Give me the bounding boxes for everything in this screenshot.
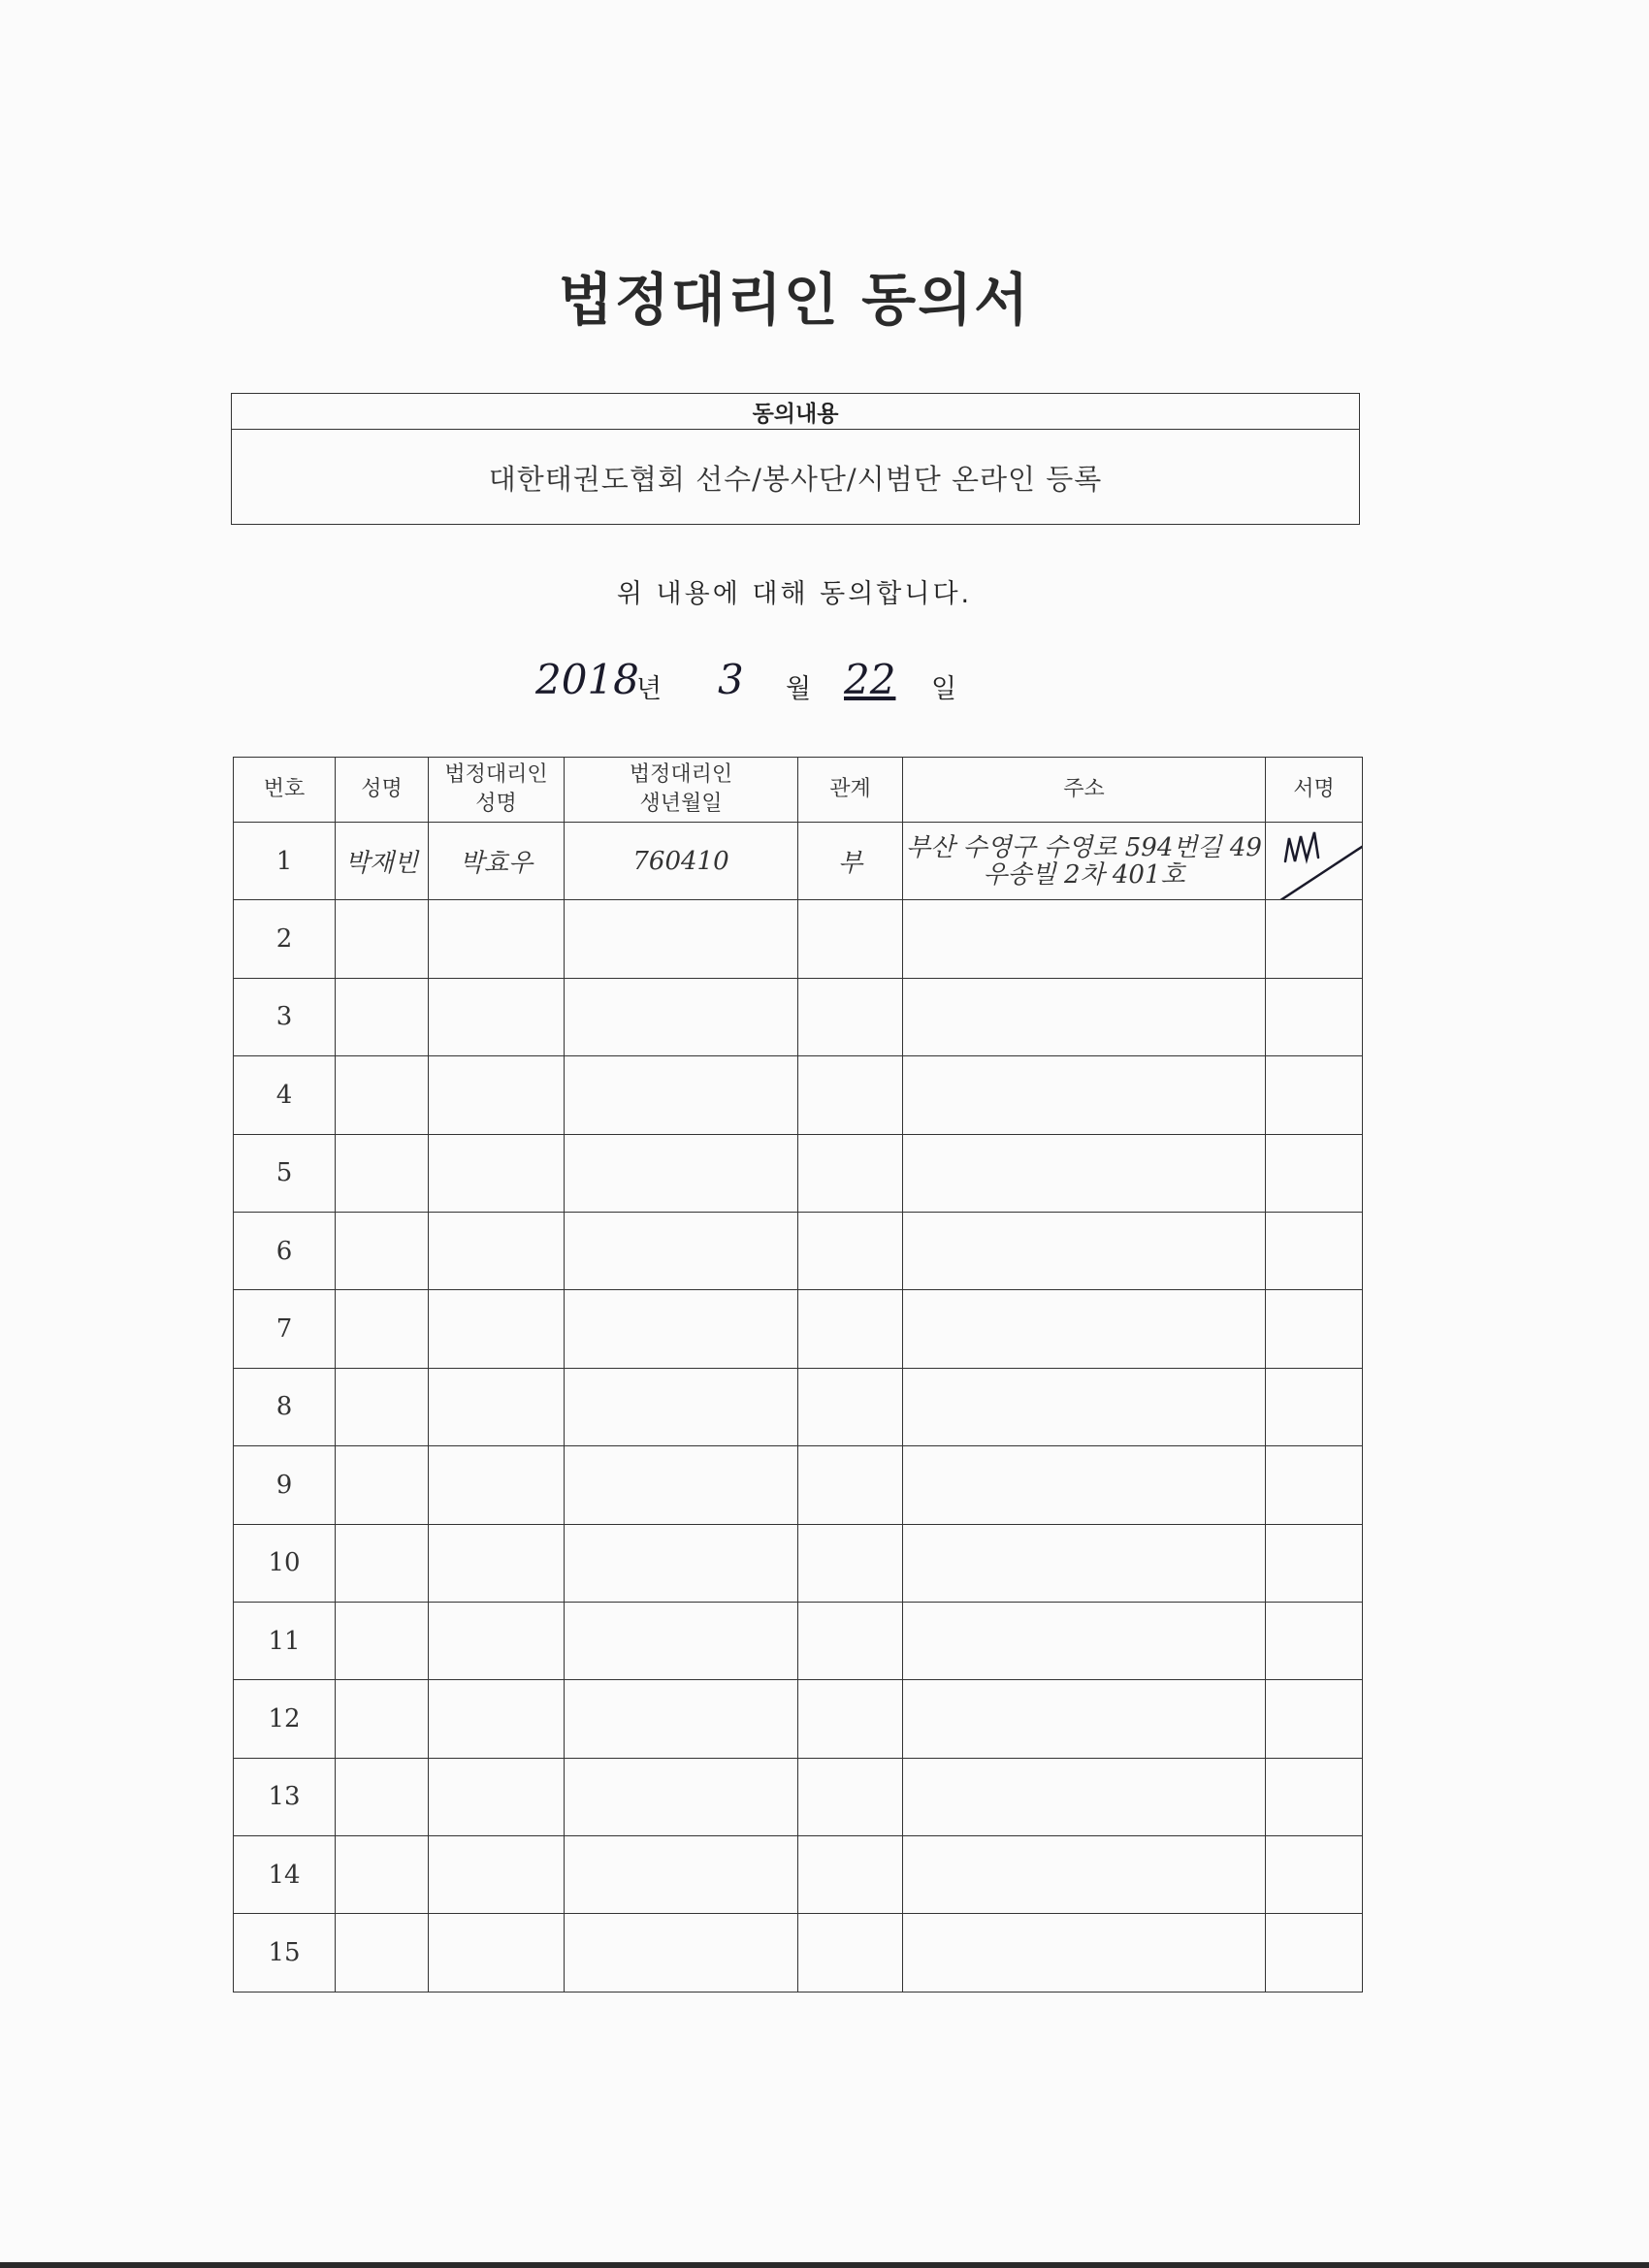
row-number: 3 — [234, 978, 336, 1055]
address-cell[interactable] — [903, 1134, 1266, 1212]
date-day[interactable]: 22 — [844, 656, 896, 703]
address-cell[interactable] — [903, 1914, 1266, 1992]
name-cell[interactable] — [336, 1134, 429, 1212]
consent-header: 동의내용 — [232, 394, 1359, 430]
header-address: 주소 — [903, 758, 1266, 823]
guardian-name-cell[interactable] — [429, 978, 565, 1055]
name-cell[interactable] — [336, 1914, 429, 1992]
relation-cell[interactable] — [798, 1290, 903, 1368]
header-relation: 관계 — [798, 758, 903, 823]
name-cell[interactable] — [336, 1446, 429, 1524]
row-number: 15 — [234, 1914, 336, 1992]
relation-cell[interactable] — [798, 1602, 903, 1679]
guardian-birth-cell[interactable] — [565, 1056, 798, 1134]
table-row — [234, 1212, 1363, 1289]
guardian-birth-cell[interactable] — [565, 1290, 798, 1368]
guardian-table — [233, 757, 1363, 1993]
address-cell[interactable] — [903, 1368, 1266, 1445]
name-cell[interactable] — [336, 1056, 429, 1134]
header-name: 성명 — [336, 758, 429, 823]
guardian-birth-cell[interactable] — [565, 1680, 798, 1758]
row-number: 10 — [234, 1524, 336, 1602]
document-title: 법정대리인 동의서 — [558, 267, 1031, 333]
guardian-name-cell[interactable] — [429, 1056, 565, 1134]
guardian-birth-cell[interactable] — [565, 978, 798, 1055]
signature-cell[interactable] — [1266, 900, 1363, 978]
name-cell[interactable] — [336, 1212, 429, 1289]
row-number: 4 — [234, 1056, 336, 1134]
date-year[interactable]: 2018 — [535, 656, 639, 703]
signature-cell[interactable] — [1266, 1446, 1363, 1524]
date-line — [524, 650, 1106, 708]
header-guardian-name — [429, 758, 565, 823]
header-guardian-birth-line2: 생년월일 — [639, 792, 723, 816]
signature-cell[interactable] — [1266, 1914, 1363, 1992]
signature-cell[interactable] — [1266, 1212, 1363, 1289]
guardian-birth-cell[interactable] — [565, 1368, 798, 1445]
relation-cell[interactable] — [798, 900, 903, 978]
relation-cell[interactable] — [798, 978, 903, 1055]
table-row — [234, 823, 1363, 900]
signature-cell[interactable] — [1266, 978, 1363, 1055]
agreement-statement: 위 내용에 대해 동의합니다. — [616, 579, 973, 609]
table-row — [234, 900, 1363, 978]
address-cell[interactable] — [903, 1836, 1266, 1914]
signature-cell[interactable] — [1266, 1056, 1363, 1134]
table-row — [234, 1290, 1363, 1368]
relation-cell[interactable]: 부 — [798, 823, 903, 900]
guardian-name-cell[interactable] — [429, 1368, 565, 1445]
relation-cell[interactable] — [798, 1446, 903, 1524]
header-guardian-name-line1: 법정대리인 — [444, 762, 548, 787]
address-cell[interactable] — [903, 1290, 1266, 1368]
signature-cell[interactable] — [1266, 1134, 1363, 1212]
address-cell[interactable] — [903, 900, 1266, 978]
name-cell[interactable] — [336, 1836, 429, 1914]
row-number: 7 — [234, 1290, 336, 1368]
consent-box — [231, 393, 1360, 525]
name-cell[interactable] — [336, 1602, 429, 1679]
signature-cell[interactable] — [1266, 1602, 1363, 1679]
name-cell[interactable] — [336, 1758, 429, 1835]
relation-cell[interactable] — [798, 1680, 903, 1758]
guardian-name-cell[interactable] — [429, 1524, 565, 1602]
table-row — [234, 1836, 1363, 1914]
signature-cell[interactable] — [1266, 1836, 1363, 1914]
guardian-birth-cell[interactable] — [565, 1134, 798, 1212]
guardian-birth-cell[interactable] — [565, 1836, 798, 1914]
name-cell[interactable] — [336, 1680, 429, 1758]
guardian-name-cell[interactable] — [429, 1836, 565, 1914]
row-number: 9 — [234, 1446, 336, 1524]
header-guardian-name-line2: 성명 — [475, 792, 517, 816]
address-cell[interactable] — [903, 1056, 1266, 1134]
row-number: 6 — [234, 1212, 336, 1289]
guardian-name-cell[interactable] — [429, 1680, 565, 1758]
relation-cell[interactable] — [798, 1056, 903, 1134]
guardian-name-cell[interactable] — [429, 900, 565, 978]
guardian-birth-cell[interactable] — [565, 1602, 798, 1679]
address-cell[interactable] — [903, 1758, 1266, 1835]
name-cell[interactable] — [336, 900, 429, 978]
guardian-name-cell[interactable] — [429, 1914, 565, 1992]
address-cell[interactable] — [903, 1212, 1266, 1289]
date-day-unit: 일 — [931, 674, 957, 704]
address-cell[interactable] — [903, 1524, 1266, 1602]
table-row — [234, 1758, 1363, 1835]
table-row — [234, 1602, 1363, 1679]
row-number: 2 — [234, 900, 336, 978]
guardian-birth-cell[interactable]: 760410 — [565, 823, 798, 900]
header-signature: 서명 — [1266, 758, 1363, 823]
relation-cell[interactable] — [798, 1212, 903, 1289]
signature-cell[interactable] — [1266, 1524, 1363, 1602]
table-row — [234, 1446, 1363, 1524]
relation-cell[interactable] — [798, 1368, 903, 1445]
guardian-birth-cell[interactable] — [565, 900, 798, 978]
signature-cell[interactable] — [1266, 1368, 1363, 1445]
row-number: 14 — [234, 1836, 336, 1914]
guardian-name-cell[interactable]: 박효우 — [429, 823, 565, 900]
relation-cell[interactable] — [798, 1836, 903, 1914]
guardian-birth-cell[interactable] — [565, 1914, 798, 1992]
scan-edge — [0, 2262, 1649, 2268]
address-cell[interactable]: 부산 수영구 수영로 594번길 49 우송빌 2차 401호 — [903, 823, 1266, 900]
address-cell[interactable] — [903, 1446, 1266, 1524]
row-number: 8 — [234, 1368, 336, 1445]
date-month-unit: 월 — [786, 674, 812, 704]
relation-cell[interactable] — [798, 1914, 903, 1992]
table-row — [234, 978, 1363, 1055]
table-row — [234, 1680, 1363, 1758]
row-number: 13 — [234, 1758, 336, 1835]
signature-cell[interactable] — [1266, 1758, 1363, 1835]
table-row — [234, 1056, 1363, 1134]
address-cell[interactable] — [903, 1602, 1266, 1679]
row-number: 1 — [234, 823, 336, 900]
address-cell[interactable] — [903, 1680, 1266, 1758]
guardian-birth-cell[interactable] — [565, 1212, 798, 1289]
guardian-name-cell[interactable] — [429, 1446, 565, 1524]
guardian-name-cell[interactable] — [429, 1758, 565, 1835]
consent-body: 대한태권도협회 선수/봉사단/시범단 온라인 등록 — [488, 462, 1103, 496]
date-year-unit: 년 — [636, 674, 663, 704]
table-body — [234, 823, 1363, 1993]
signature-cell[interactable] — [1266, 1290, 1363, 1368]
address-cell[interactable] — [903, 978, 1266, 1055]
name-cell[interactable] — [336, 1368, 429, 1445]
guardian-name-cell[interactable] — [429, 1290, 565, 1368]
relation-cell[interactable] — [798, 1134, 903, 1212]
table-row — [234, 1134, 1363, 1212]
guardian-birth-cell[interactable] — [565, 1524, 798, 1602]
relation-cell[interactable] — [798, 1524, 903, 1602]
name-cell[interactable] — [336, 1524, 429, 1602]
name-cell[interactable] — [336, 1290, 429, 1368]
table-row — [234, 1368, 1363, 1445]
guardian-birth-cell[interactable] — [565, 1758, 798, 1835]
signature-stroke — [1266, 823, 1363, 900]
row-number: 11 — [234, 1602, 336, 1679]
signature-cell[interactable] — [1266, 823, 1363, 900]
guardian-name-cell[interactable] — [429, 1212, 565, 1289]
relation-cell[interactable] — [798, 1758, 903, 1835]
header-guardian-birth-line1: 법정대리인 — [629, 762, 733, 787]
date-month[interactable]: 3 — [718, 656, 744, 703]
guardian-birth-cell[interactable] — [565, 1446, 798, 1524]
table-row — [234, 1914, 1363, 1992]
guardian-name-cell[interactable] — [429, 1134, 565, 1212]
header-no: 번호 — [234, 758, 336, 823]
name-cell[interactable] — [336, 978, 429, 1055]
table-row — [234, 1524, 1363, 1602]
guardian-name-cell[interactable] — [429, 1602, 565, 1679]
name-cell[interactable]: 박재빈 — [336, 823, 429, 900]
table-header-row — [234, 758, 1363, 823]
header-guardian-birth — [565, 758, 798, 823]
row-number: 5 — [234, 1134, 336, 1212]
signature-mark — [1266, 823, 1363, 900]
signature-cell[interactable] — [1266, 1680, 1363, 1758]
row-number: 12 — [234, 1680, 336, 1758]
